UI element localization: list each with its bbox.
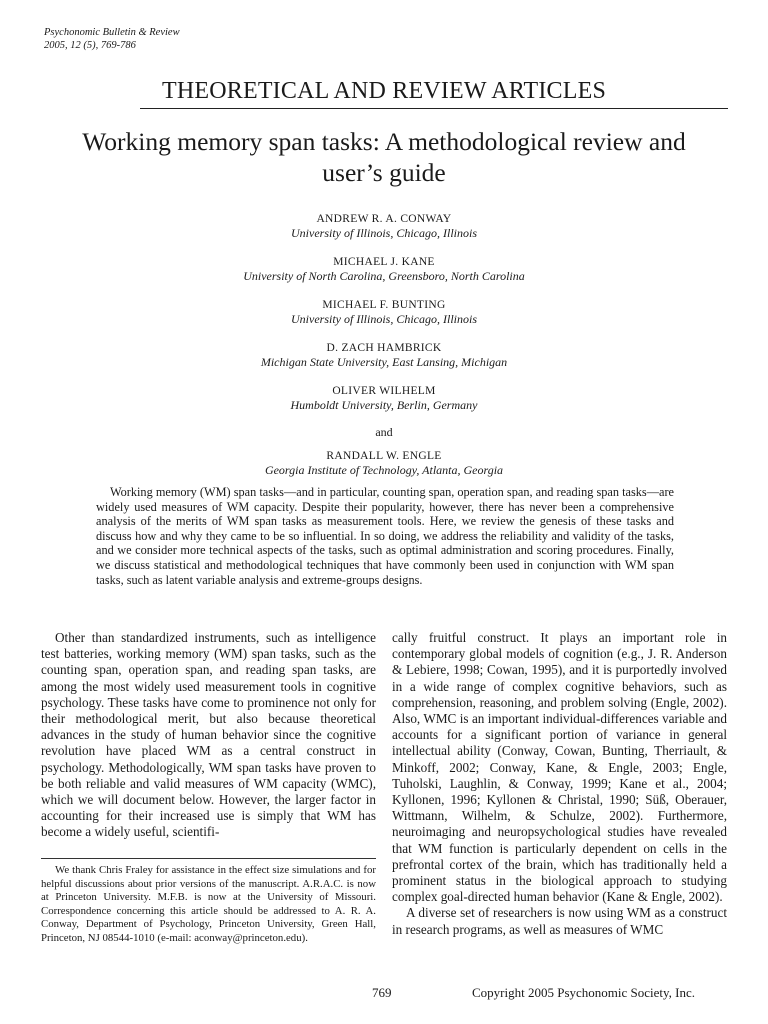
author-block [0, 298, 768, 327]
author-name: RANDALL W. ENGLE [326, 450, 442, 462]
author-name: MICHAEL J. KANE [333, 256, 435, 268]
body-paragraph: Other than standardized instruments, such as intelligence test batteries, working memory (WM) span tasks, such as the counting span, operation span, and reading span tasks, are among the most widely used measurement tools in cognitive psychology. These tasks have come to prominence not only for their methodological merit, but also because theoretical advances in the study of human behavior since the cognitive revolution have placed WM as a central construct in psychology. Methodologically, WM span tasks have proven to be both reliable and valid measures of WM capacity (WMC), which we will document below. However, the larger factor in accounting for their increased use is simply that WM has become a widely useful, scientifi- [41, 630, 376, 840]
author-block [0, 255, 768, 284]
body-column-right [392, 630, 727, 938]
author-name: ANDREW R. A. CONWAY [316, 213, 452, 225]
author-affiliation: Humboldt University, Berlin, Germany [290, 398, 478, 412]
author-name: D. ZACH HAMBRICK [326, 342, 442, 354]
copyright-notice: Copyright 2005 Psychonomic Society, Inc. [472, 985, 696, 1000]
author-list [0, 212, 768, 492]
journal-citation: 2005, 12 (5), 769-786 [44, 40, 136, 51]
author-name: OLIVER WILHELM [332, 385, 436, 397]
author-block [0, 449, 768, 478]
author-affiliation: Michigan State University, East Lansing, Michigan [260, 355, 508, 369]
author-affiliation: University of Illinois, Chicago, Illinois [291, 312, 477, 326]
body-paragraph: cally fruitful construct. It plays an important role in contemporary global models of cognition (e.g., J. R. Anderson & Lebiere, 1998; Cowan, 1995), and it is purportedly involved in a wide range of complex cognitive behaviors, such as comprehension, reasoning, and problem solving (Engle, 2002). Also, WMC is an important individual-differences variable and accounts for a significant portion of variance in general intellectual ability (Conway, Cowan, Bunting, Therriault, & Minkoff, 2002; Conway, Kane, & Engle, 2003; Engle, Tuholski, Laughlin, & Conway, 1999; Kane et al., 2004; Kyllonen, 1996; Kyllonen & Christal, 1990; Süß, Oberauer, Wittmann, Wilhelm, & Schulze, 2002). Furthermore, neuroimaging and neuropsychological studies have revealed that WM function is particularly dependent on cells in the prefrontal cortex of the brain, which has traditionally held a prominent status in the biological approach to studying complex goal-directed human behavior (Kane & Engle, 2002). [392, 630, 727, 905]
section-rule [140, 108, 728, 109]
body-column-left [41, 630, 376, 841]
abstract: Working memory (WM) span tasks—and in particular, counting span, operation span, and reading span tasks—are widely used measures of WM capacity. Despite their popularity, however, there has never been a comprehensive analysis of the merits of WM span tasks as measurement tools. Here, we review the genesis of these tasks and discuss how and why they came to be so influential. In so doing, we address the reliability and validity of the tasks, and we consider more technical aspects of the tasks, such as optimal administration and scoring procedures. Finally, we discuss statistical and methodological techniques that have commonly been used in conjunction with WM span tasks, such as latent variable analysis and extreme-groups designs. [96, 485, 674, 587]
author-block [0, 341, 768, 370]
journal-header [44, 26, 180, 52]
journal-name: Psychonomic Bulletin & Review [44, 27, 180, 38]
author-affiliation: Georgia Institute of Technology, Atlanta, Georgia [264, 463, 504, 477]
article-title: Working memory span tasks: A methodological review and user’s guide [82, 127, 686, 187]
author-name: MICHAEL F. BUNTING [322, 299, 446, 311]
author-conjunction: and [375, 425, 393, 439]
body-paragraph: A diverse set of researchers is now using WM as a construct in research programs, as well as measures of WMC [392, 905, 727, 937]
author-affiliation: University of North Carolina, Greensboro, North Carolina [243, 269, 525, 283]
section-heading: THEORETICAL AND REVIEW ARTICLES [161, 78, 607, 104]
author-block [0, 384, 768, 413]
author-affiliation: University of Illinois, Chicago, Illinois [291, 226, 477, 240]
page-number: 769 [372, 985, 392, 1000]
author-block [0, 212, 768, 241]
footnote-rule [41, 858, 376, 859]
footnote: We thank Chris Fraley for assistance in the effect size simulations and for helpful discussions about prior versions of the manuscript. A.R.A.C. is now at Princeton University. M.F.B. is now at the University of Missouri. Correspondence concerning this article should be addressed to A. R. A. Conway, Department of Psychology, Princeton University, Green Hall, Princeton, NJ 08544-1010 (e-mail: aconway@princeton.edu). [41, 864, 376, 944]
